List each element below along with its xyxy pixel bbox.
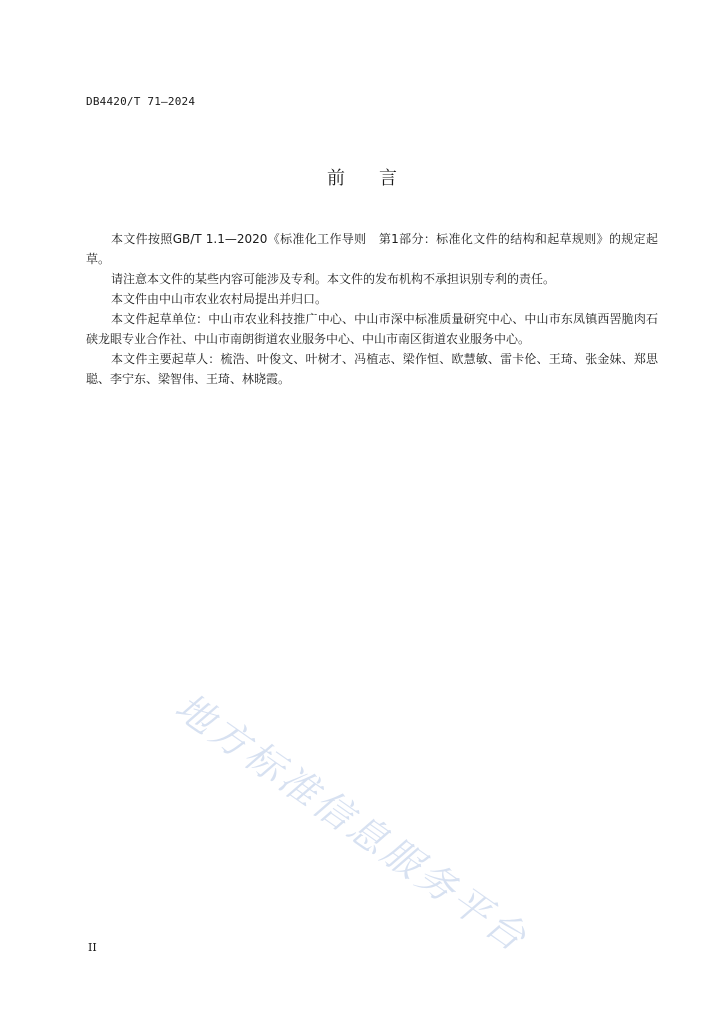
paragraph-drafting-rules: 本文件按照GB/T 1.1—2020《标准化工作导则 第1部分：标准化文件的结构和起草规则》的规定起草。 [86, 232, 658, 266]
document-code: DB4420/T 71—2024 [86, 95, 196, 108]
paragraph-drafting-units: 本文件起草单位：中山市农业科技推广中心、中山市深中标准质量研究中心、中山市东凤镇西罟脆肉石硖龙眼专业合作社、中山市南朗街道农业服务中心、中山市南区街道农业服务中心。 [86, 312, 658, 346]
title-char-1: 前 [327, 168, 345, 189]
watermark: 地方标准信息服务平台 [167, 684, 537, 962]
paragraph-drafters: 本文件主要起草人：梳浩、叶俊文、叶树才、冯植志、梁作恒、欧慧敏、雷卡伦、王琦、张金妹、郑思聪、李宁东、梁智伟、王琦、林晓霞。 [86, 352, 658, 386]
title-char-2: 言 [379, 168, 397, 189]
paragraph-patent-notice: 请注意本文件的某些内容可能涉及专利。本文件的发布机构不承担识别专利的责任。 [111, 272, 556, 286]
section-title [0, 164, 724, 190]
foreword-body [86, 229, 658, 389]
page-number: II [88, 941, 97, 954]
paragraph-proposer: 本文件由中山市农业农村局提出并归口。 [111, 292, 328, 306]
